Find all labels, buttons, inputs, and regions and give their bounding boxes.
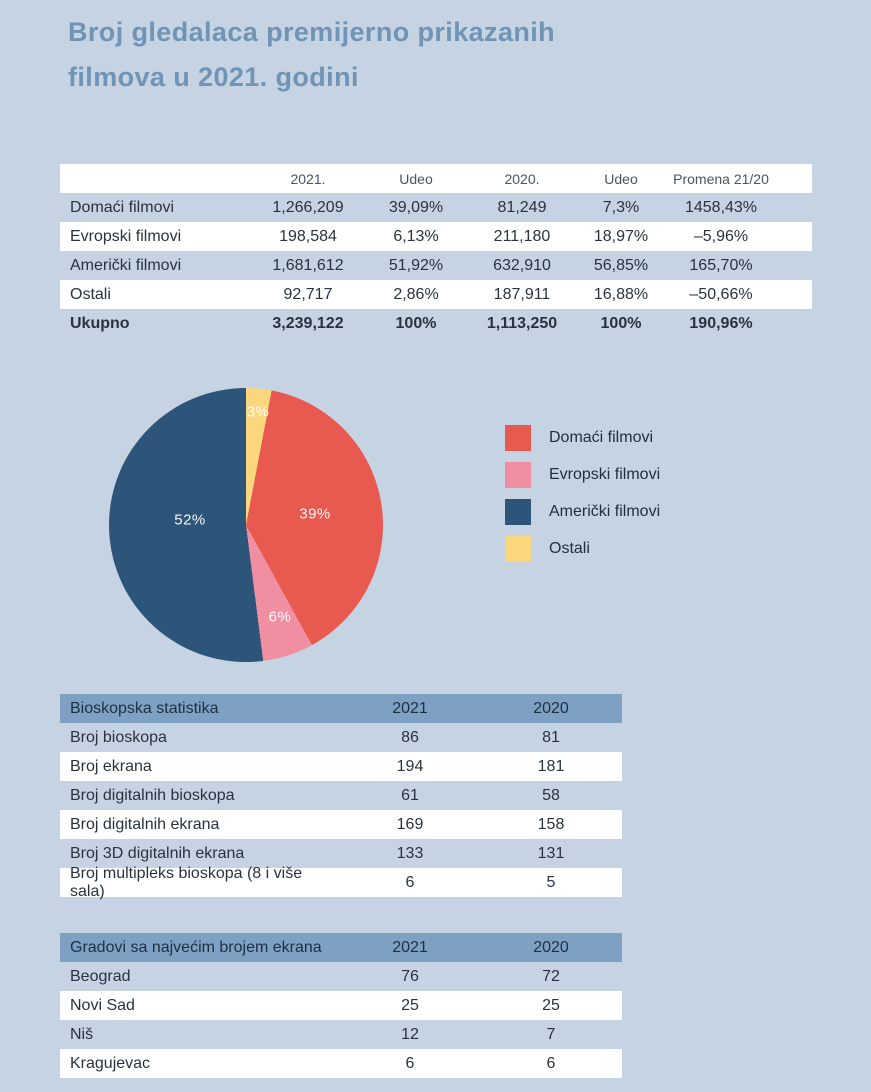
table-row: [60, 251, 812, 280]
cell-value: 1,266,209: [272, 198, 344, 216]
films-table-header-row: [60, 164, 812, 193]
page-title: [68, 10, 555, 100]
header-cell-udeo-1: Udeo: [399, 170, 433, 187]
cell-value: 92,717: [283, 285, 333, 303]
header-cell-promena: Promena 21/20: [673, 170, 769, 187]
cell-value: 25: [542, 996, 560, 1014]
row-label: Broj ekrana: [70, 757, 152, 775]
cell-value: 86: [401, 728, 419, 746]
header-cell-2020: 2020.: [504, 170, 540, 187]
legend-item: [505, 462, 660, 488]
row-label: Broj digitalnih ekrana: [70, 815, 220, 833]
cell-value: 51,92%: [388, 256, 444, 274]
cell-value: 7,3%: [602, 198, 640, 216]
cell-value: 1,113,250: [486, 314, 558, 332]
table-row: [60, 1020, 622, 1049]
table-row: [60, 864, 622, 900]
cell-value: 6: [405, 873, 415, 891]
row-label: Kragujevac: [70, 1054, 151, 1072]
row-label: Američki filmovi: [70, 256, 182, 274]
films-table-total-row: [60, 309, 812, 338]
cell-value: 18,97%: [593, 227, 649, 245]
cell-value: 81: [542, 728, 560, 746]
cell-value: 12: [401, 1025, 419, 1043]
pie-chart: [109, 388, 383, 662]
cell-value: 169: [396, 815, 424, 833]
title-line-1: Broj gledalaca premijerno prikazanih: [68, 17, 556, 47]
films-table-body: [60, 193, 812, 309]
cell-value: 100%: [600, 314, 642, 332]
title-line-2: filmova u 2021. godini: [68, 62, 359, 92]
chart-legend: [505, 425, 660, 562]
row-label: Niš: [70, 1025, 94, 1043]
legend-label: Ostali: [549, 540, 590, 557]
cell-value: 1,681,612: [272, 256, 344, 274]
cell-value: 1458,43%: [684, 198, 758, 216]
header-cell-2021: 2021: [392, 699, 428, 717]
table-row: [60, 991, 622, 1020]
legend-swatch-ostali: [505, 536, 531, 562]
table-row: [60, 280, 812, 309]
row-label: Domaći filmovi: [70, 198, 175, 216]
films-table: [60, 164, 812, 338]
row-label: Broj 3D digitalnih ekrana: [70, 844, 245, 862]
row-label: Ostali: [70, 285, 111, 303]
cities-table: [60, 933, 622, 1078]
cell-value: 7: [546, 1025, 556, 1043]
table-title: Gradovi sa najvećim brojem ekrana: [70, 938, 322, 956]
cell-value: 165,70%: [689, 256, 753, 274]
cell-value: 190,96%: [689, 314, 753, 332]
cell-value: 100%: [395, 314, 437, 332]
cell-value: 181: [537, 757, 565, 775]
cell-value: 56,85%: [593, 256, 649, 274]
cell-value: 6: [405, 1054, 415, 1072]
row-label: Broj bioskopa: [70, 728, 167, 746]
table-row: [60, 1049, 622, 1078]
cell-value: 25: [401, 996, 419, 1014]
cell-value: 131: [537, 844, 565, 862]
cell-value: 6: [546, 1054, 556, 1072]
table-row: [60, 962, 622, 991]
cell-value: 194: [396, 757, 424, 775]
cities-body: [60, 962, 622, 1078]
legend-label: Američki filmovi: [549, 503, 661, 520]
row-label: Broj multipleks bioskopa (8 i više sala): [70, 864, 303, 900]
pie-label-evropski-filmovi: 6%: [268, 608, 292, 626]
header-cell-2020: 2020: [533, 699, 569, 717]
legend-item: [505, 499, 660, 525]
cell-value: 72: [542, 967, 560, 985]
cell-value: 2,86%: [393, 285, 439, 303]
cell-value: 211,180: [493, 227, 551, 245]
row-label: Evropski filmovi: [70, 227, 182, 245]
table-row: [60, 723, 622, 752]
cell-value: 158: [537, 815, 565, 833]
cell-value: 16,88%: [593, 285, 649, 303]
pie-label-ostali: 3%: [246, 403, 270, 421]
header-cell-udeo-2: Udeo: [604, 170, 638, 187]
header-cell-2021: 2021: [392, 938, 428, 956]
pie-label-domaci-filmovi: 39%: [299, 505, 331, 523]
cinema-stats-body: [60, 723, 622, 900]
table-row: [60, 781, 622, 810]
cinema-stats-table: [60, 694, 622, 900]
cell-value: –5,96%: [693, 227, 749, 245]
table-row: [60, 752, 622, 781]
pie-label-americki-filmovi: 52%: [174, 511, 206, 529]
table-row: [60, 810, 622, 839]
total-label: Ukupno: [70, 314, 130, 332]
cell-value: 198,584: [279, 227, 337, 245]
legend-label: Evropski filmovi: [549, 466, 661, 483]
legend-swatch-americki-filmovi: [505, 499, 531, 525]
cell-value: 61: [401, 786, 419, 804]
cities-header-row: [60, 933, 622, 962]
row-label: Beograd: [70, 967, 131, 985]
table-row: [60, 193, 812, 222]
cell-value: 6,13%: [393, 227, 439, 245]
cell-value: –50,66%: [689, 285, 753, 303]
cell-value: 58: [542, 786, 560, 804]
table-row: [60, 222, 812, 251]
cell-value: 187,911: [493, 285, 551, 303]
cell-value: 3,239,122: [272, 314, 344, 332]
legend-item: [505, 536, 660, 562]
legend-swatch-evropski-filmovi: [505, 462, 531, 488]
cell-value: 133: [396, 844, 424, 862]
table-title: Bioskopska statistika: [70, 699, 219, 717]
cell-value: 5: [546, 873, 556, 891]
header-cell-2021: 2021.: [290, 170, 326, 187]
legend-label: Domaći filmovi: [549, 429, 654, 446]
cinema-stats-header-row: [60, 694, 622, 723]
cell-value: 632,910: [493, 256, 551, 274]
row-label: Novi Sad: [70, 996, 135, 1014]
cell-value: 81,249: [497, 198, 547, 216]
cell-value: 39,09%: [388, 198, 444, 216]
legend-item: [505, 425, 660, 451]
row-label: Broj digitalnih bioskopa: [70, 786, 235, 804]
header-cell-2020: 2020: [533, 938, 569, 956]
legend-swatch-domaci-filmovi: [505, 425, 531, 451]
cell-value: 76: [401, 967, 419, 985]
